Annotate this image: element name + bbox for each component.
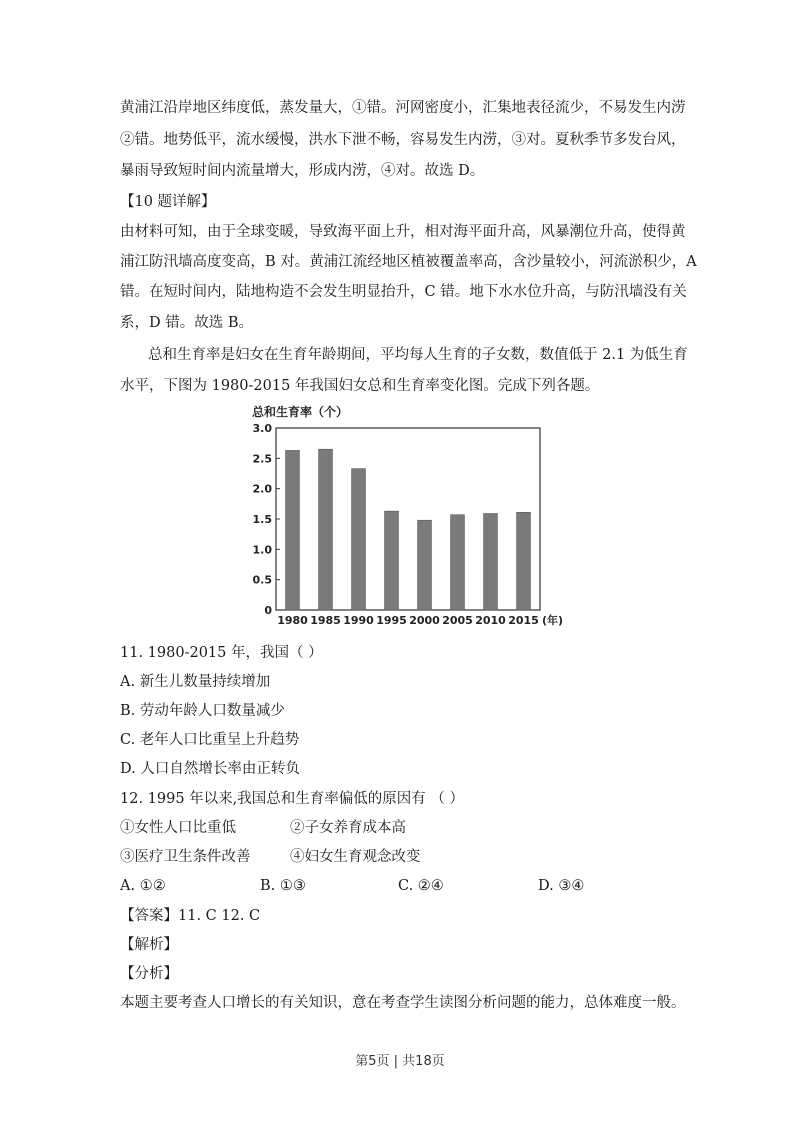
y-tick-label: 2.5 (252, 452, 272, 466)
page-footer: 第5页 | 共18页 (355, 1054, 445, 1069)
question-12-option-b: B. ①③ (260, 878, 306, 894)
y-tick-label: 3.0 (252, 422, 272, 435)
question-11-option-a: A. 新生儿数量持续增加 (120, 674, 271, 690)
x-tick-label: 2010 (475, 614, 506, 627)
paragraph-line: ②错。地势低平，流水缓慢，洪水下泄不畅，容易发生内涝，③对。夏秋季节多发台风， (120, 132, 686, 148)
section-heading-q10: 【10 题详解】 (120, 194, 216, 210)
paragraph-line: 暴雨导致短时间内流量增大，形成内涝，④对。故选 D。 (120, 163, 485, 179)
paragraph-line: 错。在短时间内，陆地构造不会发生明显抬升，C 错。地下水水位升高，与防汛墙没有关 (120, 284, 687, 300)
bar-2015 (517, 512, 531, 610)
question-11-stem: 11. 1980-2015 年，我国（ ） (120, 645, 323, 661)
fenxi-heading: 【分析】 (120, 966, 178, 982)
bar-1990 (352, 469, 366, 610)
x-tick-label: 1985 (310, 614, 341, 627)
question-11-option-c: C. 老年人口比重呈上升趋势 (120, 732, 300, 748)
y-tick-label: 0.5 (252, 573, 272, 587)
y-tick-label: 1.0 (252, 543, 272, 557)
x-tick-label: 1990 (343, 614, 374, 627)
x-axis-label: (年) (542, 614, 564, 627)
question-12-option-d: D. ③④ (538, 878, 585, 894)
bar-1995 (385, 511, 399, 610)
paragraph-line: 系，D 错。故选 B。 (120, 315, 253, 331)
question-12-option-c: C. ②④ (398, 878, 444, 894)
statement-4: ④妇女生育观念改变 (290, 849, 421, 865)
question-12-stem: 12. 1995 年以来,我国总和生育率偏低的原因有 （ ） (120, 791, 465, 807)
bar-1980 (286, 450, 300, 610)
intro-line: 水平，下图为 1980-2015 年我国妇女总和生育率变化图。完成下列各题。 (120, 378, 600, 394)
bar-2010 (484, 514, 498, 610)
chart-title: 总和生育率（个） (252, 405, 349, 419)
paragraph-line: 由材料可知，由于全球变暖，导致海平面上升，相对海平面升高，风暴潮位升高，使得黄 (120, 224, 686, 240)
y-tick-label: 2.0 (252, 482, 272, 496)
x-tick-label: 1980 (277, 614, 308, 627)
answer-line: 【答案】11. C 12. C (120, 908, 261, 924)
plot-frame (276, 428, 540, 610)
x-tick-label: 2005 (442, 614, 473, 627)
bar-2005 (451, 515, 465, 610)
question-12-option-a: A. ①② (120, 878, 166, 894)
x-tick-label: 1995 (376, 614, 407, 627)
fertility-rate-bar-chart (252, 404, 564, 627)
y-tick-label: 0 (264, 604, 272, 617)
statement-2: ②子女养育成本高 (290, 820, 406, 836)
bar-2000 (418, 520, 432, 610)
paragraph-line: 黄浦江沿岸地区纬度低，蒸发量大，①错。河网密度小，汇集地表径流少，不易发生内涝 (120, 100, 686, 116)
bar-1985 (319, 449, 333, 610)
x-tick-label: 2000 (409, 614, 440, 627)
y-tick-label: 1.5 (252, 513, 272, 526)
question-11-option-b: B. 劳动年龄人口数量减少 (120, 703, 285, 719)
summary-line: 本题主要考查人口增长的有关知识，意在考查学生读图分析问题的能力，总体难度一般。 (120, 995, 686, 1011)
paragraph-line: 浦江防汛墙高度变高，B 对。黄浦江流经地区植被覆盖率高，含沙量较小，河流淤积少，A (120, 254, 697, 270)
statement-1: ①女性人口比重低 (120, 820, 236, 836)
x-tick-label: 2015 (508, 614, 539, 627)
intro-line: 总和生育率是妇女在生育年龄期间，平均每人生育的子女数，数值低于 2.1 为低生育 (148, 347, 688, 363)
statement-3: ③医疗卫生条件改善 (120, 849, 251, 865)
analysis-heading: 【解析】 (120, 937, 178, 953)
question-11-option-d: D. 人口自然增长率由正转负 (120, 761, 300, 777)
